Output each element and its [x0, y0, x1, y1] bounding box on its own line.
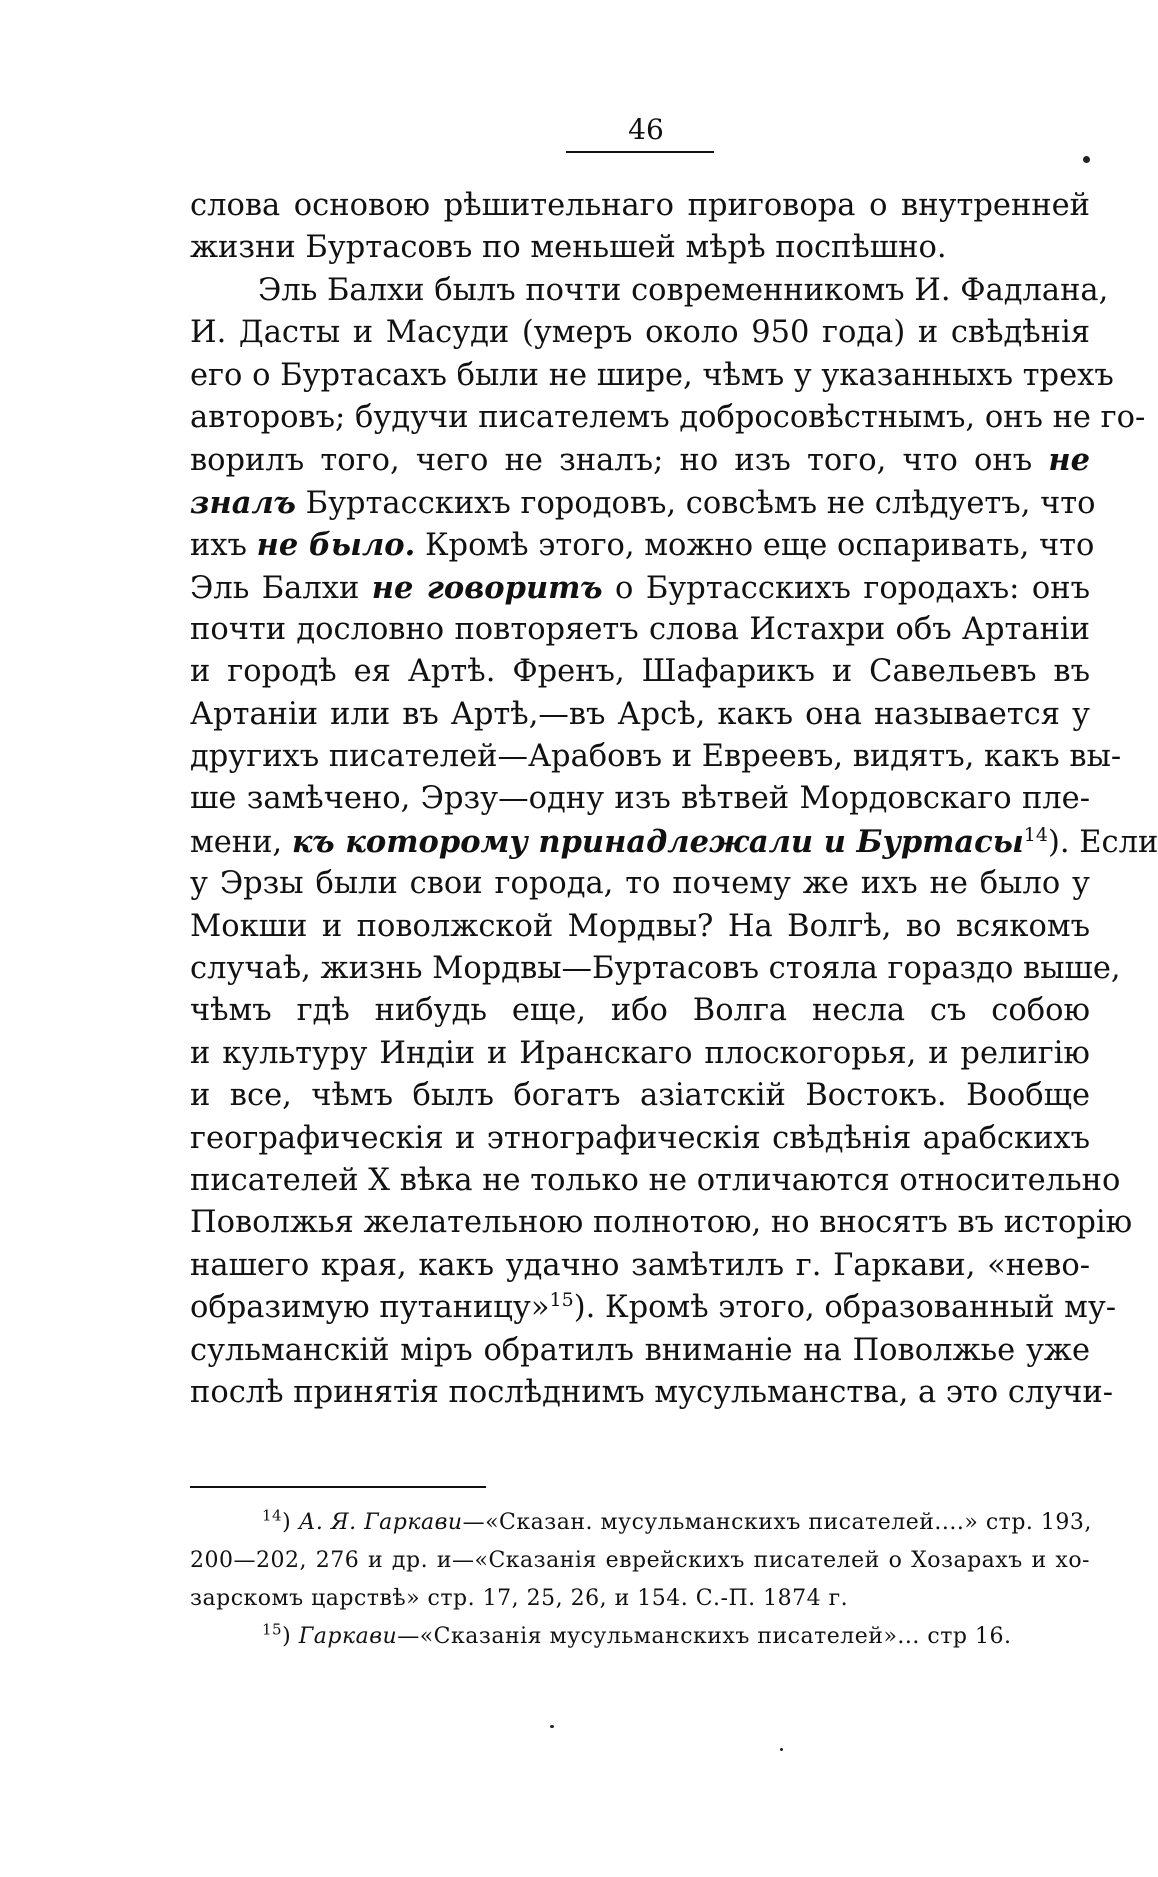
- text-line: Эль Балхи былъ почти современникомъ И. Фадлана,: [258, 272, 1109, 308]
- text-line: [190, 567, 1090, 609]
- footnote-reference: 15: [549, 1289, 574, 1311]
- text-span: ). Если: [1047, 824, 1158, 860]
- footnote-marker: 14: [262, 1506, 283, 1525]
- text-line: чѣмъ гдѣ нибудь еще, ибо Волга несла съ собою: [190, 993, 1090, 1029]
- footnote-paren: ): [282, 1510, 292, 1535]
- text-span: мени,: [190, 824, 283, 860]
- footnote-paren: ): [282, 1624, 292, 1649]
- text-line: географическія и этнографическія свѣдѣнія арабскихъ: [190, 1120, 1090, 1156]
- emphasized-text: къ которому принадлежали и Буртасы: [291, 823, 1024, 860]
- text-line: [190, 524, 1095, 566]
- footnote-separator: [190, 1486, 486, 1488]
- text-line: нашего края, какъ удачно замѣтилъ г. Гаркави, «нево-: [190, 1247, 1090, 1283]
- page-number-rule: [566, 151, 714, 153]
- text-line: и все, чѣмъ былъ богатъ азіатскій Востокъ. Вообще: [190, 1078, 1090, 1114]
- footnote-text: —«Сказанія мусульманскихъ писателей»... стр 16.: [397, 1624, 1012, 1649]
- footnote-line: [190, 1504, 1090, 1542]
- footnote-author: А. Я. Гаркави: [298, 1510, 463, 1535]
- text-line: у Эрзы были свои города, то почему же ихъ не было у: [190, 866, 1090, 902]
- page-number: 46: [628, 113, 664, 146]
- footnotes: [190, 1504, 1090, 1656]
- text-line: [190, 1287, 1117, 1329]
- text-line: [190, 821, 1158, 863]
- emphasized-text: не говоритъ: [371, 569, 603, 606]
- text-line: Поволжья желательною полнотою, но вносятъ въ исторію: [190, 1205, 1133, 1241]
- emphasized-text: зналъ: [190, 484, 296, 521]
- text-line: ше замѣчено, Эрзу—одну изъ вѣтвей Мордовскаго пле-: [190, 781, 1090, 817]
- print-speck: [550, 1725, 554, 1728]
- text-line: и городѣ ея Артѣ. Френъ, Шафарикъ и Савельевъ въ: [190, 654, 1090, 690]
- text-span: ворилъ того, чего не зналъ; но изъ того, что онъ: [190, 443, 1033, 479]
- text-span: о Буртасскихъ городахъ: онъ: [615, 570, 1091, 606]
- body-text: [190, 185, 1158, 1414]
- text-line: сульманскій міръ обратилъ вниманіе на Поволжье уже: [190, 1332, 1090, 1368]
- emphasized-text: не: [1048, 442, 1090, 479]
- text-line: другихъ писателей—Арабовъ и Евреевъ, видятъ, какъ вы-: [190, 739, 1122, 775]
- text-line: послѣ принятія послѣднимъ мусульманства, а это случи-: [190, 1374, 1114, 1410]
- text-line: И. Дасты и Масуди (умеръ около 950 года) и свѣдѣнія: [190, 315, 1090, 351]
- emphasized-text: не было.: [256, 527, 416, 564]
- text-span: Буртасскихъ городовъ, совсѣмъ не слѣдуетъ, что: [305, 485, 1096, 521]
- footnote-line: [190, 1618, 1090, 1656]
- text-line: авторовъ; будучи писателемъ добросовѣстнымъ, онъ не го-: [190, 399, 1146, 435]
- print-speck: [1083, 156, 1090, 163]
- text-line: Мокши и поволжской Мордвы? На Волгѣ, во всякомъ: [190, 908, 1090, 944]
- text-span: образимую путаницу»: [190, 1290, 550, 1326]
- text-line: Артаніи или въ Артѣ,—въ Арсѣ, какъ она называется у: [190, 696, 1090, 732]
- print-speck: [780, 1748, 783, 1751]
- text-span: Эль Балхи: [190, 570, 360, 606]
- footnote-reference: 14: [1023, 823, 1048, 846]
- footnote-text: —«Сказан. мусульманскихъ писателей....» стр. 193,: [462, 1510, 1092, 1535]
- text-line: его о Буртасахъ были не шире, чѣмъ у указанныхъ трехъ: [190, 357, 1114, 393]
- text-span: ихъ: [190, 528, 247, 564]
- text-line: [190, 439, 1090, 481]
- footnote-marker: 15: [262, 1620, 283, 1639]
- text-span: ). Кромѣ этого, образованный му-: [573, 1290, 1117, 1326]
- text-line: слова основою рѣшительнаго приговора о внутренней: [190, 188, 1090, 223]
- text-line: жизни Буртасовъ по меньшей мѣрѣ поспѣшно.: [190, 230, 947, 266]
- text-span: Кромѣ этого, можно еще оспаривать, что: [424, 528, 1095, 564]
- footnote-line: зарскомъ царствѣ» стр. 17, 25, 26, и 154. С.-П. 1874 г.: [190, 1586, 849, 1611]
- text-line: и культуру Индіи и Иранскаго плоскогорья, и религію: [190, 1035, 1090, 1071]
- text-line: почти дословно повторяетъ слова Истахри объ Артаніи: [190, 611, 1090, 647]
- text-line: [190, 482, 1096, 524]
- footnote-author: Гаркави: [298, 1624, 398, 1649]
- text-line: случаѣ, жизнь Мордвы—Буртасовъ стояла гораздо выше,: [190, 951, 1121, 987]
- footnote-line: 200—202, 276 и др. и—«Сказанія еврейскихъ писателей о Хозарахъ и хо-: [190, 1548, 1090, 1573]
- text-line: писателей X вѣка не только не отличаются относительно: [190, 1162, 1121, 1198]
